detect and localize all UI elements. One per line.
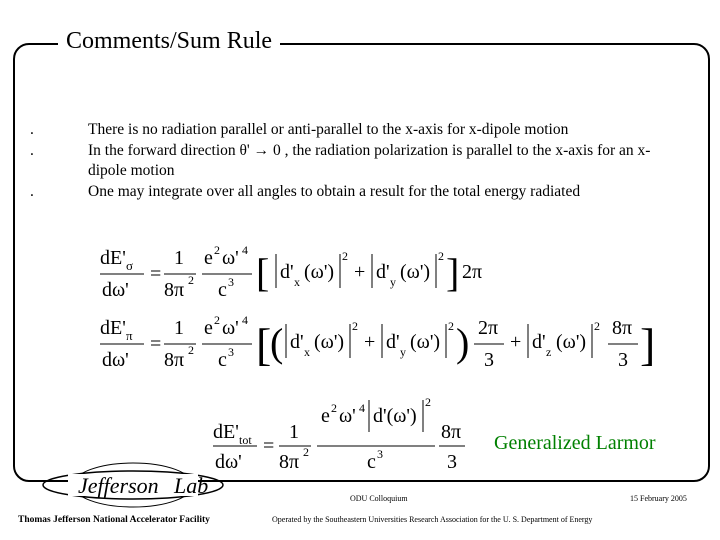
svg-text:3: 3 <box>484 349 494 371</box>
svg-text:dE': dE' <box>213 421 239 443</box>
svg-text:d'(ω'): d'(ω') <box>373 405 417 427</box>
svg-text:+: + <box>364 331 376 353</box>
svg-text:2: 2 <box>425 395 431 409</box>
bullet-item <box>30 141 680 181</box>
svg-text:=: = <box>150 263 162 285</box>
svg-text:c: c <box>367 451 376 473</box>
event-name: ODU Colloquium <box>350 494 408 503</box>
svg-text:2: 2 <box>438 249 444 263</box>
svg-text:+: + <box>510 331 522 353</box>
svg-text:3: 3 <box>447 451 457 473</box>
bullet-mark: . <box>30 142 34 159</box>
svg-text:[: [ <box>256 319 272 370</box>
bullet-text: One may integrate over all angles to obtain a result for the total energy radiated <box>88 183 581 200</box>
svg-text:1: 1 <box>174 317 184 339</box>
equation-pi <box>100 310 660 370</box>
svg-text:2: 2 <box>594 319 600 333</box>
bullet-text: There is no radiation parallel or anti-parallel to the x-axis for x-dipole motion <box>88 121 569 138</box>
svg-text:(ω'): (ω') <box>556 331 587 353</box>
svg-text:e: e <box>204 247 213 269</box>
svg-text:(: ( <box>270 320 284 365</box>
svg-text:2π: 2π <box>462 261 483 283</box>
svg-text:[: [ <box>256 250 270 295</box>
svg-text:d': d' <box>386 331 400 353</box>
svg-text:]: ] <box>446 250 460 295</box>
svg-text:): ) <box>456 320 470 365</box>
svg-text:2: 2 <box>331 401 337 415</box>
svg-text:1: 1 <box>174 247 184 269</box>
svg-text:8π: 8π <box>441 421 462 443</box>
bullet-mark: . <box>30 121 34 138</box>
bullet-mark: . <box>30 183 34 200</box>
svg-text:=: = <box>150 333 162 355</box>
operator-text: Operated by the Southeastern Universities Research Association for the U. S. Department of Energy <box>272 515 593 524</box>
svg-text:8π: 8π <box>164 279 185 301</box>
title-container <box>58 26 280 56</box>
svg-text:y: y <box>400 345 406 359</box>
svg-text:σ: σ <box>126 258 134 273</box>
svg-text:2: 2 <box>188 343 194 357</box>
svg-text:dω': dω' <box>102 279 129 301</box>
svg-text:3: 3 <box>228 275 234 289</box>
svg-text:c: c <box>218 279 227 301</box>
svg-text:2: 2 <box>188 273 194 287</box>
institution-name: Thomas Jefferson National Accelerator Facility <box>18 515 210 525</box>
svg-text:1: 1 <box>289 421 299 443</box>
svg-text:2: 2 <box>448 319 454 333</box>
svg-text:ω': ω' <box>222 247 239 269</box>
svg-text:e: e <box>321 405 330 427</box>
svg-text:ω': ω' <box>222 317 239 339</box>
svg-text:=: = <box>263 435 275 457</box>
svg-text:]: ] <box>640 319 656 370</box>
svg-text:d': d' <box>280 261 294 283</box>
svg-text:2: 2 <box>214 313 220 327</box>
bullet-text: In the forward direction θ' → 0 , the radiation polarization is parallel to the x-axis for an x-dipole motion <box>88 142 651 179</box>
event-date: 15 February 2005 <box>630 494 687 503</box>
svg-text:(ω'): (ω') <box>304 261 335 283</box>
svg-text:Jefferson: Jefferson <box>78 473 159 498</box>
svg-text:8π: 8π <box>612 317 633 339</box>
svg-text:dω': dω' <box>215 451 242 473</box>
svg-text:(ω'): (ω') <box>410 331 441 353</box>
svg-text:2: 2 <box>342 249 348 263</box>
svg-text:3: 3 <box>228 345 234 359</box>
svg-text:4: 4 <box>242 243 248 257</box>
svg-text:3: 3 <box>377 447 383 461</box>
svg-text:e: e <box>204 317 213 339</box>
svg-text:2: 2 <box>303 445 309 459</box>
svg-text:4: 4 <box>359 401 365 415</box>
svg-text:x: x <box>304 345 310 359</box>
svg-text:c: c <box>218 349 227 371</box>
svg-text:(ω'): (ω') <box>314 331 345 353</box>
bullet-list <box>30 120 680 203</box>
svg-text:d': d' <box>290 331 304 353</box>
slide-title: Comments/Sum Rule <box>66 28 273 54</box>
svg-text:π: π <box>126 328 133 343</box>
svg-text:z: z <box>546 345 552 359</box>
jefferson-lab-logo <box>38 460 228 510</box>
svg-text:2: 2 <box>214 243 220 257</box>
svg-text:y: y <box>390 275 396 289</box>
svg-text:dE': dE' <box>100 317 126 339</box>
svg-text:ω': ω' <box>339 405 356 427</box>
svg-text:x: x <box>294 275 300 289</box>
svg-text:(ω'): (ω') <box>400 261 431 283</box>
svg-text:tot: tot <box>239 433 252 447</box>
svg-text:+: + <box>354 261 366 283</box>
svg-text:2π: 2π <box>478 317 499 339</box>
svg-text:3: 3 <box>618 349 628 371</box>
equation-total <box>213 395 473 473</box>
svg-text:d': d' <box>532 331 546 353</box>
svg-text:d': d' <box>376 261 390 283</box>
svg-text:dE': dE' <box>100 247 126 269</box>
svg-text:Lab: Lab <box>174 473 209 498</box>
bullet-item <box>30 182 680 202</box>
svg-text:8π: 8π <box>164 349 185 371</box>
svg-text:4: 4 <box>242 313 248 327</box>
generalized-larmor-label: Generalized Larmor <box>494 432 656 454</box>
svg-text:dω': dω' <box>102 349 129 371</box>
svg-text:2: 2 <box>352 319 358 333</box>
svg-text:8π: 8π <box>279 451 300 473</box>
equation-sigma <box>100 240 500 300</box>
bullet-item <box>30 120 680 140</box>
